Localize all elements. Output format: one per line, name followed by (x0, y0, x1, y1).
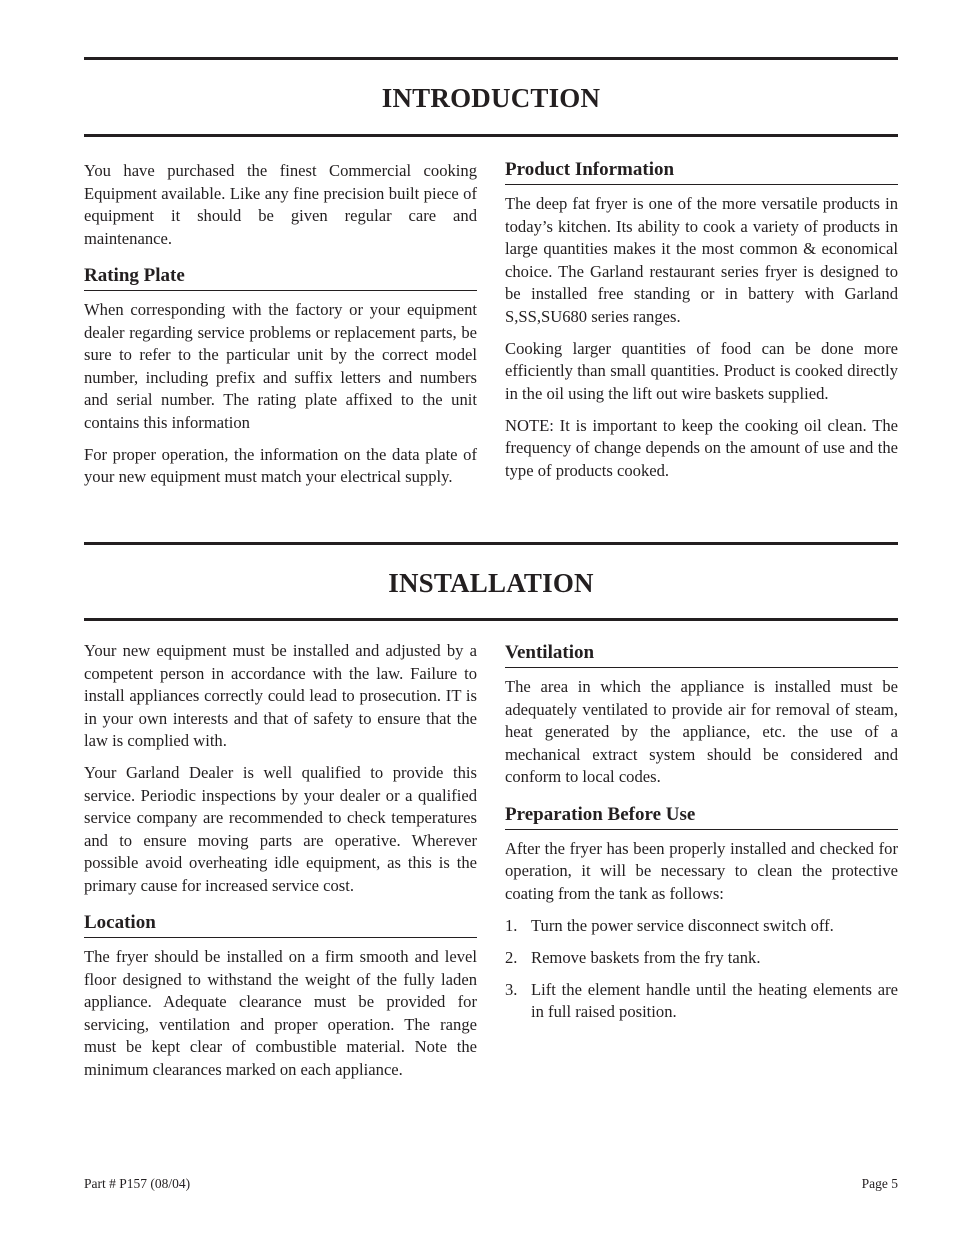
step-text: Lift the element handle until the heating elements are in full raised position. (531, 979, 898, 1021)
location-paragraph: The fryer should be installed on a firm smooth and level floor designed to withstand the weight of the fully laden appliance. Adequate clearance must be provided for servicing, ventilation and proper operation. The range must be kept clear of combustible material. Note the minimum clearances marked on each appliance. (84, 947, 477, 1079)
list-item (505, 915, 898, 938)
installation-title: INSTALLATION (388, 568, 594, 598)
rating-plate-paragraph: When corresponding with the factory or your equipment dealer regarding service problems or replacement parts, be sure to refer to the particular unit by the correct model number, including prefix and suffix letters and numbers and serial number. The rating plate affixed to the unit contains this information (84, 300, 477, 432)
ventilation-heading: Ventilation (505, 641, 898, 668)
step-text: Turn the power service disconnect switch off. (531, 915, 834, 935)
step-number: 2. (505, 947, 518, 967)
product-information-paragraph: The deep fat fryer is one of the more versatile products in today’s kitchen. Its ability to cook a variety of products in large quantities makes it the most common & economical choice. The Garland restaurant series fryer is designed to be installed free standing or in battery with Garland S,SS,SU680 series ranges. (505, 194, 898, 326)
installation-right-column (505, 641, 898, 1033)
product-information-paragraph: Cooking larger quantities of food can be done more efficiently than small quantities. Product is cooked directly in the oil using the lift out wire baskets supplied. (505, 338, 898, 403)
installation-top-rule (84, 542, 898, 545)
step-number: 3. (505, 979, 518, 999)
installation-paragraph: Your Garland Dealer is well qualified to provide this service. Periodic inspections by your dealer or a qualified service company are recommended to check temperatures and to ensure moving parts are operative. Wherever possible avoid overheating idle equipment, as this is the primary cause for increased service cost. (84, 763, 477, 895)
rating-plate-paragraph: For proper operation, the information on the data plate of your new equipment must match your electrical supply. (84, 444, 477, 486)
installation-paragraph: Your new equipment must be installed and adjusted by a competent person in accordance with the law. Failure to install appliances correctly could lead to prosecution. IT is in your own interests and that of safety to ensure that the law is complied with. (84, 641, 477, 750)
preparation-paragraph: After the fryer has been properly installed and checked for operation, it will be necessary to clean the protective coating from the tank as follows: (505, 838, 898, 903)
installation-left-column (84, 640, 477, 1091)
location-heading: Location (84, 911, 477, 938)
installation-bottom-rule (84, 618, 898, 621)
preparation-heading: Preparation Before Use (505, 803, 898, 830)
step-number: 1. (505, 915, 518, 935)
rating-plate-heading: Rating Plate (84, 264, 477, 291)
list-item (505, 947, 898, 970)
introduction-left-column (84, 160, 477, 498)
footer-page-number: Page 5 (861, 1176, 898, 1191)
preparation-steps-list (505, 915, 898, 1024)
top-rule (84, 57, 898, 60)
product-information-heading: Product Information (505, 158, 898, 185)
intro-paragraph: You have purchased the finest Commercial cooking Equipment available. Like any fine precision built piece of equipment it should be given regular care and maintenance. (84, 161, 477, 248)
ventilation-paragraph: The area in which the appliance is installed must be adequately ventilated to provide air for removal of steam, heat generated by the appliance, etc. the use of a mechanical extract system should be considered and conform to local codes. (505, 677, 898, 786)
introduction-right-column (505, 158, 898, 492)
introduction-title: INTRODUCTION (381, 83, 601, 113)
footer-part-number: Part # P157 (08/04) (84, 1176, 191, 1191)
list-item (505, 979, 898, 1024)
introduction-bottom-rule (84, 134, 898, 137)
product-information-note: NOTE: It is important to keep the cooking oil clean. The frequency of change depends on the amount of use and the type of products cooked. (505, 415, 898, 480)
step-text: Remove baskets from the fry tank. (531, 947, 761, 967)
